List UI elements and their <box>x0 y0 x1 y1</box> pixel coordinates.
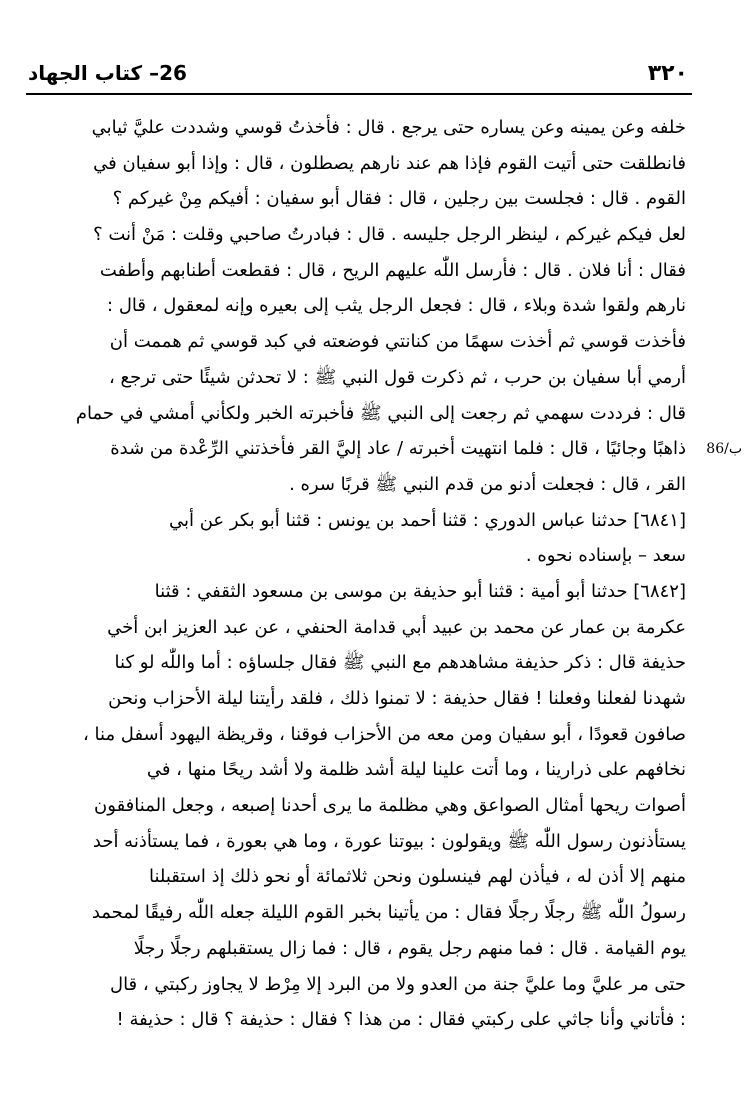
text-line: فأخذت قوسي ثم أخذت سهمًا من كنانتي فوضعته في كبد قوسي ثم هممت أن <box>109 331 686 353</box>
text-line: أرمي أبا سفيان بن حرب ، ثم ذكرت قول النبي ﷺ : لا تحدثن شيئًا حتى ترجع ، <box>108 366 686 388</box>
text-line: يستأذنون رسول اللّٰه ﷺ ويقولون : بيوتنا عورة ، وما هي بعورة ، فما يستأذنه أحد <box>92 830 686 852</box>
text-line: : فأتاني وأنا جاثي على ركبتي فقال : من هذا ؟ فقال : حذيفة ؟ قال : حذيفة ! <box>116 1009 686 1031</box>
text-line: قال : فرددت سهمي ثم رجعت إلى النبي ﷺ فأخبرته الخبر ولكأني أمشي في حمام <box>75 402 686 424</box>
header-rule <box>26 93 692 95</box>
text-line: أصوات ريحها أمثال الصواعق وهي مظلمة ما يرى أحدنا إصبعه ، وجعل المنافقون <box>94 795 686 817</box>
text-line: صافون قعودًا ، أبو سفيان ومن معه من الأحزاب فوقنا ، وقريظة اليهود أسفل منا ، <box>83 723 686 745</box>
text-line: نخافهم على ذرارينا ، وما أتت علينا ليلة أشد ظلمة ولا أشد ريحًا منها ، في <box>146 759 686 781</box>
hadith-line: [٦٨٤٢] حدثنا أبو أمية : قثنا أبو حذيفة بن موسى بن مسعود الثقفي : قثنا <box>154 580 686 602</box>
text-line: لعل فيكم غيركم ، لينظر الرجل جليسه . قال : فبادرتُ صاحبي وقلت : مَنْ أنت ؟ <box>93 224 686 246</box>
chapter-title: 26– كتاب الجهاد <box>28 61 187 85</box>
text-line: نارهم ولقوا شدة وبلاء ، قال : فجعل الرجل يثب إلى بعيره وإنه لمعقول ، قال : <box>107 295 686 317</box>
text-line: منهم إلا أذن له ، فيأذن لهم فينسلون ونحن ثلاثمائة أو نحو ذلك إذ استقبلنا <box>149 866 686 888</box>
text-line: خلفه وعن يمينه وعن يساره حتى يرجع . قال : فأخذتُ قوسي وشددت عليَّ ثيابي <box>91 117 686 138</box>
text-line: القر ، قال : فجعلت أدنو من قدم النبي ﷺ قربًا سره . <box>289 473 686 495</box>
text-line: فقال : أنا فلان . قال : فأرسل اللّٰه عليهم الريح ، قال : فقطعت أطنابهم وأطفت <box>99 259 686 281</box>
text-line: يوم القيامة . قال : فما منهم رجل يقوم ، قال : فما زال يستقبلهم رجلًا رجلًا <box>133 937 686 959</box>
text-line: القوم . قال : فجلست بين رجلين ، قال : فقال أبو سفيان : أفيكم مِنْ غيركم ؟ <box>112 188 686 210</box>
text-line: حذيفة قال : ذكر حذيفة مشاهدهم مع النبي ﷺ فقال جلساؤه : أما واللّٰه لو كنا <box>114 652 686 674</box>
text-line: عكرمة بن عمار عن محمد بن عبيد أبي قدامة الحنفي ، عن عبد العزيز ابن أخي <box>107 616 686 638</box>
hadith-line: [٦٨٤١] حدثنا عباس الدوري : قثنا أحمد بن يونس : قثنا أبو بكر عن أبي <box>168 509 686 531</box>
text-line: فانطلقت حتى أتيت القوم فإذا هم عند نارهم يصطلون ، قال : وإذا أبو سفيان في <box>93 152 686 174</box>
manuscript-folio-note: 86/ب <box>706 441 742 457</box>
text-line: شهدنا لفعلنا وفعلنا ! فقال حذيفة : لا تمنوا ذلك ، فلقد رأيتنا ليلة الأحزاب ونحن <box>108 688 686 709</box>
text-line: ذاهبًا وجائيًا ، قال : فلما انتهيت أخبرته / عاد إليَّ القر فأخذتني الرِّعْدة من شدة <box>110 438 686 460</box>
body-text <box>28 110 686 1038</box>
page-header <box>28 58 688 88</box>
page-number: ٣٢٠ <box>647 60 688 86</box>
text-line: حتى مر عليَّ وما عليَّ جنة من العدو ولا من البرد إلا مِرْط لا يجاوز ركبتي ، قال <box>109 973 686 995</box>
text-line: سعد – بإسناده نحوه . <box>525 545 686 567</box>
text-line: رسولُ اللّٰه ﷺ رجلًا رجلًا فقال : من يأتينا بخبر القوم الليلة جعله اللّٰه رفيقًا لمحمد <box>91 902 686 924</box>
